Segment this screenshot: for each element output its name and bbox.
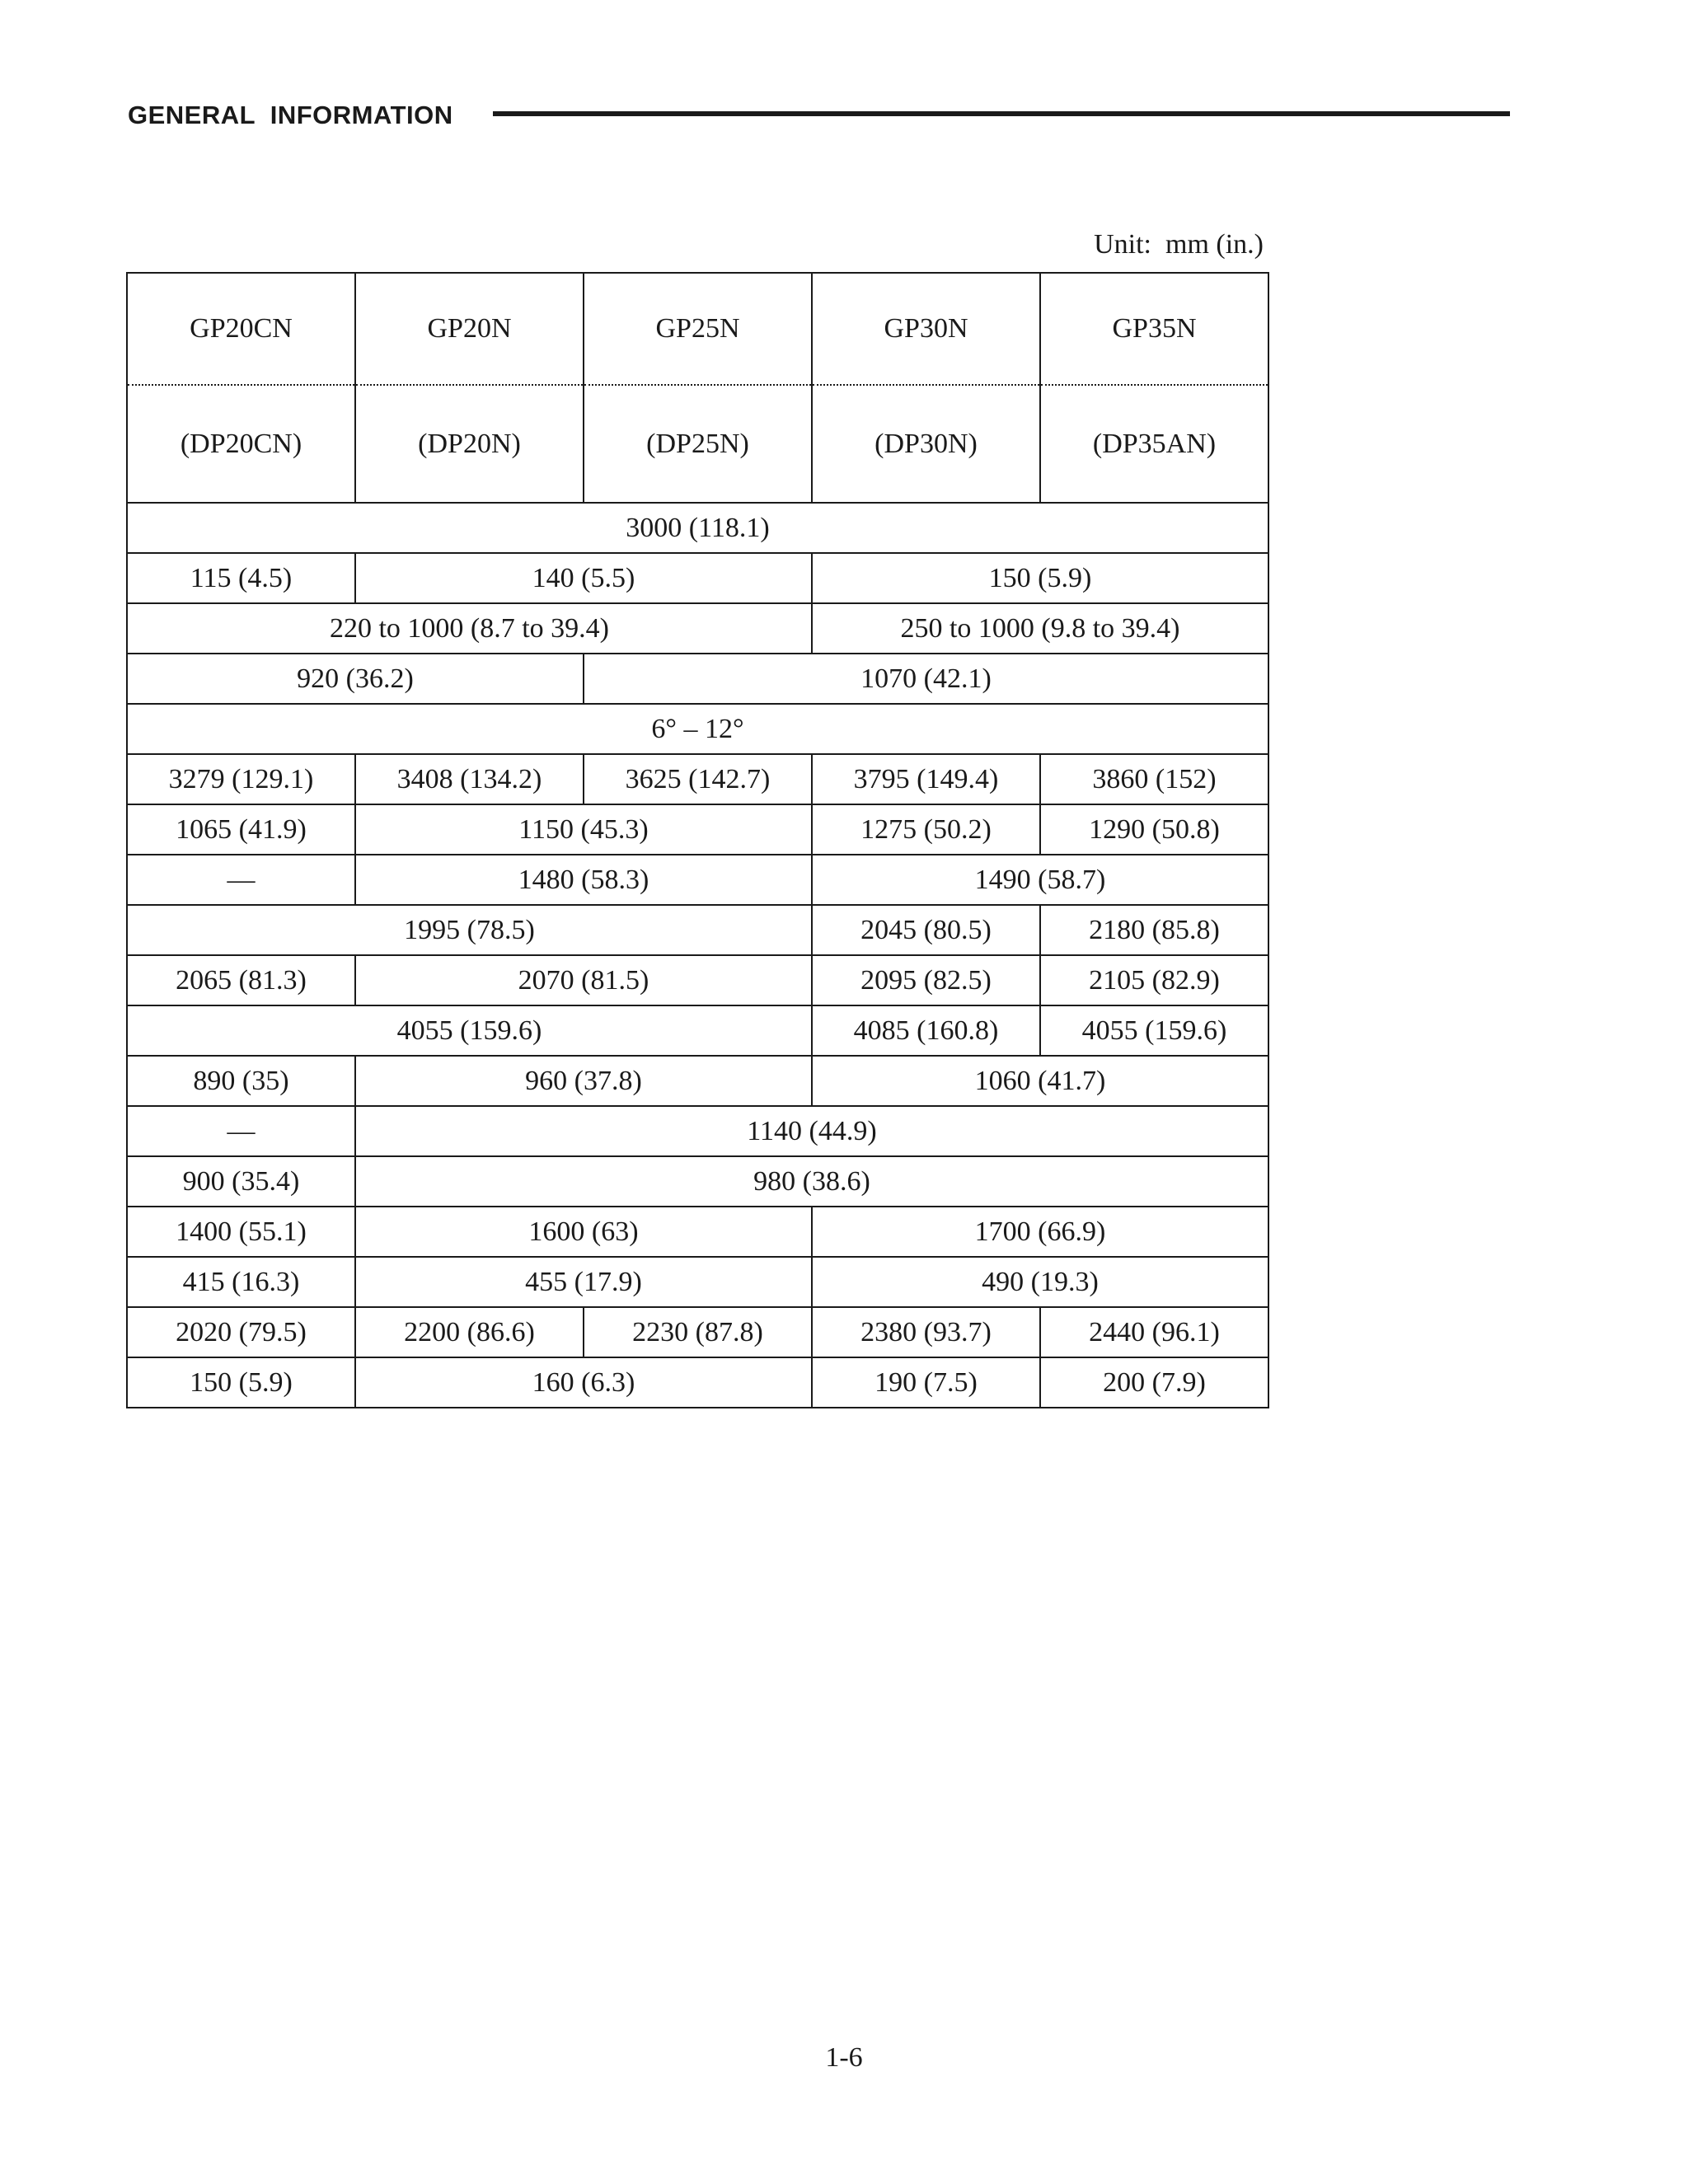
model-cell: GP35N (1040, 273, 1268, 385)
table-cell: 2070 (81.5) (355, 955, 812, 1005)
table-cell: 220 to 1000 (8.7 to 39.4) (127, 603, 812, 654)
table-cell: 3860 (152) (1040, 754, 1268, 804)
table-cell: 200 (7.9) (1040, 1357, 1268, 1408)
table-row (127, 553, 1268, 603)
table-cell: 415 (16.3) (127, 1257, 355, 1307)
table-cell: 2380 (93.7) (812, 1307, 1040, 1357)
table-row (127, 1056, 1268, 1106)
table-row (127, 1257, 1268, 1307)
table-row (127, 955, 1268, 1005)
table-cell: 900 (35.4) (127, 1156, 355, 1207)
table-cell: 3795 (149.4) (812, 754, 1040, 804)
table-cell: — (127, 855, 355, 905)
table-row (127, 1156, 1268, 1207)
table-cell: 140 (5.5) (355, 553, 812, 603)
table-cell: 3625 (142.7) (584, 754, 812, 804)
table-cell: 2200 (86.6) (355, 1307, 584, 1357)
table-row (127, 1005, 1268, 1056)
table-cell: 455 (17.9) (355, 1257, 812, 1307)
table-cell: 1150 (45.3) (355, 804, 812, 855)
table-cell: 1400 (55.1) (127, 1207, 355, 1257)
table-row (127, 905, 1268, 955)
table-cell: 1480 (58.3) (355, 855, 812, 905)
table-cell: 2230 (87.8) (584, 1307, 812, 1357)
table-row (127, 1106, 1268, 1156)
table-row (127, 855, 1268, 905)
table-cell: 1290 (50.8) (1040, 804, 1268, 855)
table-cell: 1140 (44.9) (355, 1106, 1268, 1156)
table-cell: 1700 (66.9) (812, 1207, 1268, 1257)
model-alt-row (127, 385, 1268, 503)
table-cell: 920 (36.2) (127, 654, 584, 704)
table-row (127, 1357, 1268, 1408)
section-title: GENERAL INFORMATION (128, 101, 453, 129)
table-cell: 490 (19.3) (812, 1257, 1268, 1307)
table-cell: 1070 (42.1) (584, 654, 1268, 704)
table-row (127, 603, 1268, 654)
table-cell: 160 (6.3) (355, 1357, 812, 1408)
table-cell: 1060 (41.7) (812, 1056, 1268, 1106)
table-cell: 3000 (118.1) (127, 503, 1268, 553)
model-alt-cell: (DP30N) (812, 385, 1040, 503)
model-cell: GP20N (355, 273, 584, 385)
table-cell: 2095 (82.5) (812, 955, 1040, 1005)
table-cell: 4055 (159.6) (127, 1005, 812, 1056)
table-cell: 115 (4.5) (127, 553, 355, 603)
spec-table (126, 272, 1269, 1408)
table-cell: 960 (37.8) (355, 1056, 812, 1106)
table-cell: 4055 (159.6) (1040, 1005, 1268, 1056)
header-rule (493, 111, 1510, 116)
table-cell: 2045 (80.5) (812, 905, 1040, 955)
table-cell: 6° – 12° (127, 704, 1268, 754)
unit-label: Unit: mm (in.) (1094, 229, 1264, 260)
model-alt-cell: (DP25N) (584, 385, 812, 503)
model-row (127, 273, 1268, 385)
table-cell: 190 (7.5) (812, 1357, 1040, 1408)
table-cell: 150 (5.9) (127, 1357, 355, 1408)
page-number: 1-6 (825, 2042, 863, 2073)
table-cell: 2020 (79.5) (127, 1307, 355, 1357)
table-cell: 890 (35) (127, 1056, 355, 1106)
table-cell: 2440 (96.1) (1040, 1307, 1268, 1357)
table-cell: 150 (5.9) (812, 553, 1268, 603)
table-cell: 3408 (134.2) (355, 754, 584, 804)
table-row (127, 1307, 1268, 1357)
table-cell: 980 (38.6) (355, 1156, 1268, 1207)
table-cell: 1995 (78.5) (127, 905, 812, 955)
model-cell: GP30N (812, 273, 1040, 385)
table-row (127, 704, 1268, 754)
table-cell: 1065 (41.9) (127, 804, 355, 855)
model-alt-cell: (DP20CN) (127, 385, 355, 503)
model-alt-cell: (DP35AN) (1040, 385, 1268, 503)
table-cell: 2180 (85.8) (1040, 905, 1268, 955)
model-alt-cell: (DP20N) (355, 385, 584, 503)
model-cell: GP20CN (127, 273, 355, 385)
table-cell: 1490 (58.7) (812, 855, 1268, 905)
table-row (127, 804, 1268, 855)
table-row (127, 754, 1268, 804)
table-cell: 2065 (81.3) (127, 955, 355, 1005)
table-row (127, 1207, 1268, 1257)
table-cell: 250 to 1000 (9.8 to 39.4) (812, 603, 1268, 654)
table-cell: 4085 (160.8) (812, 1005, 1040, 1056)
table-cell: — (127, 1106, 355, 1156)
table-cell: 2105 (82.9) (1040, 955, 1268, 1005)
table-cell: 3279 (129.1) (127, 754, 355, 804)
model-cell: GP25N (584, 273, 812, 385)
table-cell: 1600 (63) (355, 1207, 812, 1257)
table-cell: 1275 (50.2) (812, 804, 1040, 855)
table-row (127, 503, 1268, 553)
table-row (127, 654, 1268, 704)
